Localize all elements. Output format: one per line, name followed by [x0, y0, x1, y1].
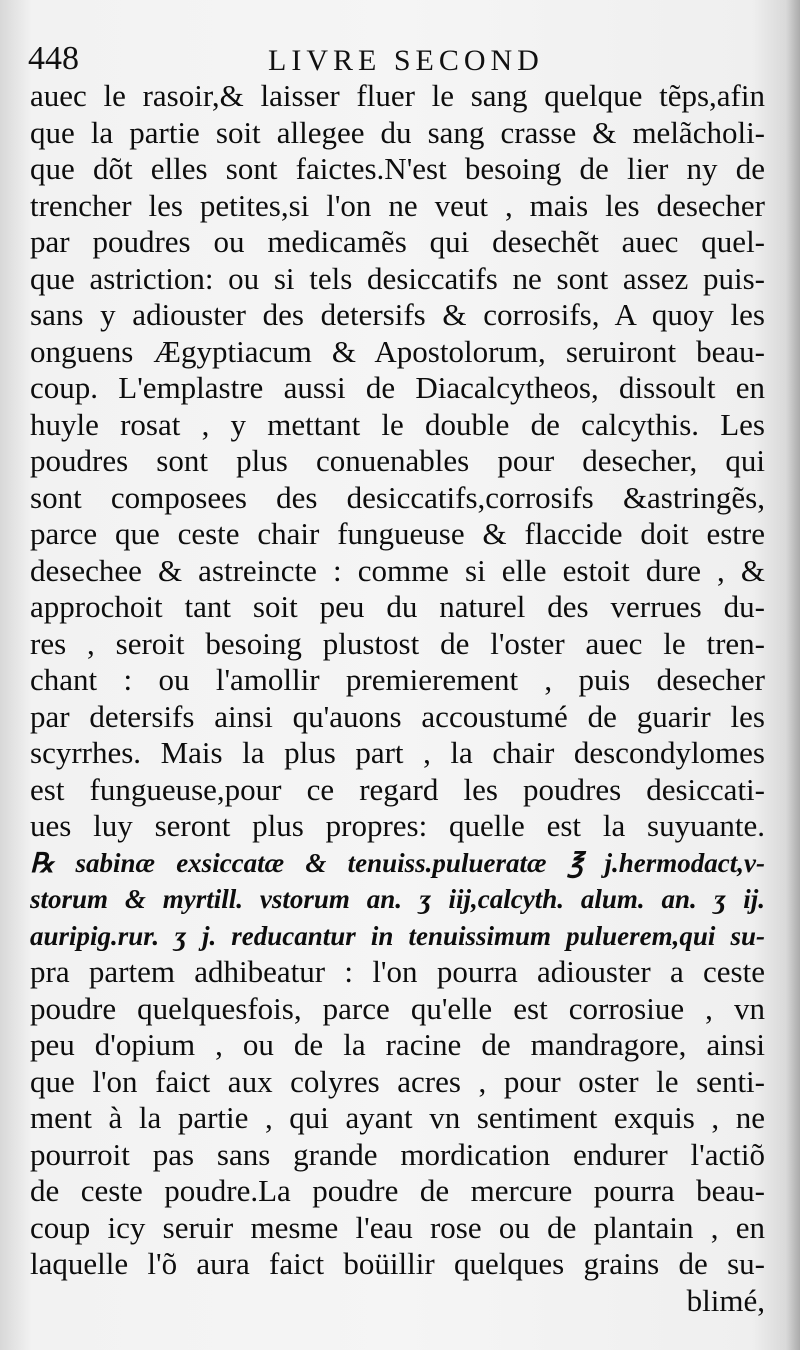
- text-line: onguens Ægyptiacum & Apostolorum, seruiront beau-: [30, 333, 765, 369]
- text-line: par detersifs ainsi qu'auons accoustumé de guarir les: [30, 698, 765, 734]
- catchword-line: blimé,: [686, 1282, 765, 1318]
- recipe-line: ℞ sabinæ exsiccatæ & tenuiss.pulueratæ ℥ j.hermodact,v-: [30, 847, 765, 878]
- text-line: desechee & astreincte : comme si elle estoit dure , &: [30, 552, 765, 588]
- text-line: sont composees des desiccatifs,corrosifs &astringẽs,: [30, 479, 765, 515]
- text-line: pourroit pas sans grande mordication endurer l'actiõ: [30, 1136, 765, 1172]
- text-line: sans y adiouster des detersifs & corrosifs, A quoy les: [30, 297, 765, 332]
- text-line: que astriction: ou si tels desiccatifs ne sont assez puis-: [30, 260, 765, 296]
- text-line: par poudres ou medicamẽs qui desechẽt auec quel-: [30, 224, 765, 259]
- text-line: approchoit tant soit peu du naturel des verrues du-: [30, 589, 765, 624]
- page-number: 448: [28, 40, 79, 77]
- running-head: LIVRE SECOND: [268, 44, 544, 77]
- text-line: pra partem adhibeatur : l'on pourra adiouster a ceste: [30, 954, 765, 989]
- text-line: trencher les petites,si l'on ne veut , mais les desecher: [30, 187, 765, 223]
- text-line: que dõt elles sont faictes.N'est besoing de lier ny de: [30, 151, 765, 186]
- text-line: res , seroit besoing plustost de l'oster auec le tren-: [30, 625, 765, 661]
- text-line: chant : ou l'amollir premierement , puis desecher: [30, 662, 765, 697]
- body-text: [30, 78, 765, 1319]
- text-line: coup icy seruir mesme l'eau rose ou de plantain , en: [30, 1209, 765, 1245]
- recipe-line: auripig.rur. ʒ j. reducantur in tenuissimum puluerem,qui su-: [30, 920, 765, 951]
- text-line: ues luy seront plus propres: quelle est la suyuante.: [30, 808, 765, 843]
- text-line: que la partie soit allegee du sang crasse & melãcholi-: [30, 114, 765, 150]
- page-header: [28, 40, 760, 80]
- text-line: scyrrhes. Mais la plus part , la chair descondylomes: [30, 735, 765, 770]
- text-line: peu d'opium , ou de la racine de mandragore, ainsi: [30, 1027, 765, 1062]
- recipe-line: storum & myrtill. vstorum an. ʒ iij,calcyth. alum. an. ʒ ij.: [30, 884, 765, 914]
- text-line: huyle rosat , y mettant le double de calcythis. Les: [30, 406, 765, 442]
- text-line: est fungueuse,pour ce regard les poudres desiccati-: [30, 771, 765, 807]
- page-edge-shadow: [786, 0, 800, 1350]
- text-line: auec le rasoir,& laisser fluer le sang quelque tẽps,afin: [30, 78, 765, 113]
- text-line: coup. L'emplastre aussi de Diacalcytheos, dissoult en: [30, 370, 765, 405]
- text-line: parce que ceste chair fungueuse & flaccide doit estre: [30, 516, 765, 551]
- text-line: laquelle l'õ aura faict boüillir quelques grains de su-: [30, 1246, 765, 1281]
- text-line: que l'on faict aux colyres acres , pour oster le senti-: [30, 1063, 765, 1099]
- text-line: de ceste poudre.La poudre de mercure pourra beau-: [30, 1173, 765, 1208]
- text-line: poudre quelquesfois, parce qu'elle est corrosiue , vn: [30, 990, 765, 1026]
- text-line: poudres sont plus conuenables pour desecher, qui: [30, 443, 765, 478]
- text-line: ment à la partie , qui ayant vn sentiment exquis , ne: [30, 1100, 765, 1135]
